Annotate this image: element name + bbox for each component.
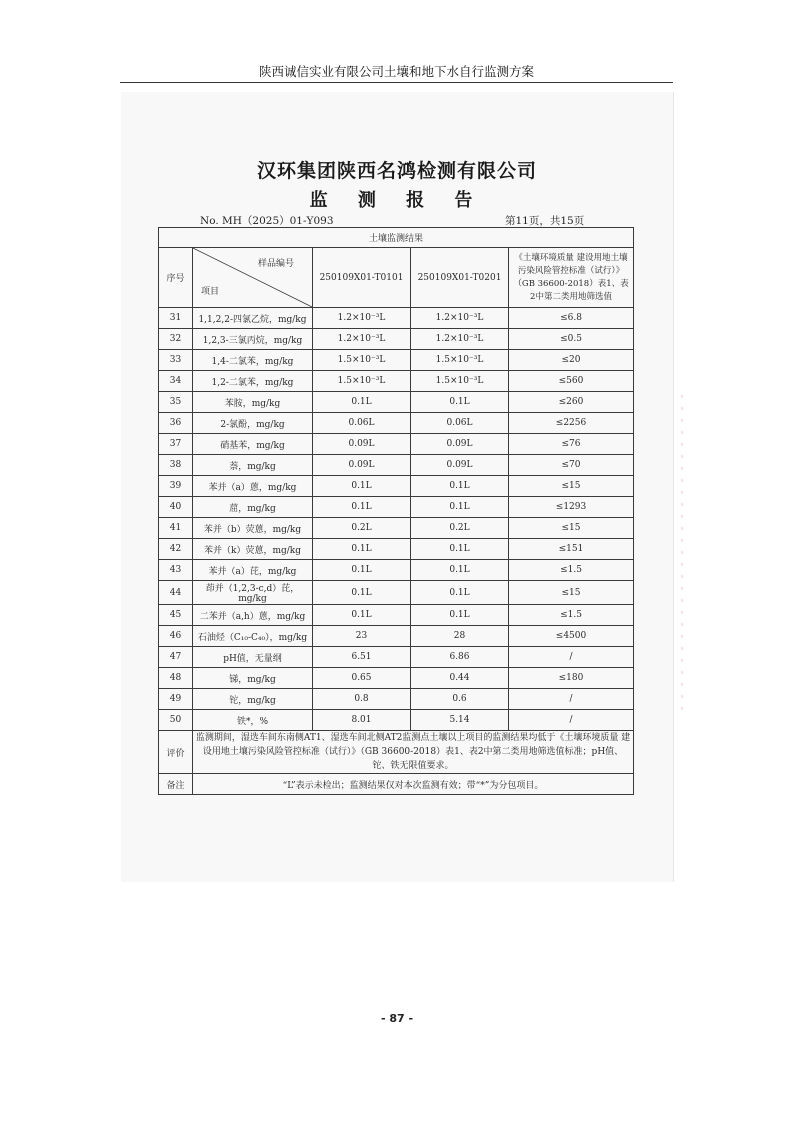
- row-sample-2-value: 1.5×10⁻³L: [411, 371, 509, 392]
- report-number: No. MH（2025）01-Y093: [200, 215, 334, 227]
- row-sample-1-value: 6.51: [313, 647, 411, 668]
- row-sample-1-value: 0.8: [313, 689, 411, 710]
- row-sample-2-value: 5.14: [411, 710, 509, 731]
- table-caption-row: [159, 228, 634, 248]
- row-limit: ≤1.5: [509, 560, 634, 581]
- row-sample-1-value: 1.5×10⁻³L: [313, 371, 411, 392]
- row-sample-2-value: 0.1L: [411, 560, 509, 581]
- table-row: [159, 647, 634, 668]
- table-row: [159, 581, 634, 605]
- row-item: 锑，mg/kg: [193, 668, 313, 689]
- row-item: 苯并（a）蒽，mg/kg: [193, 476, 313, 497]
- row-sample-2-value: 28: [411, 626, 509, 647]
- table-header-row: [159, 248, 634, 308]
- row-limit: ≤15: [509, 518, 634, 539]
- row-number: 50: [159, 710, 193, 731]
- row-sample-2-value: 0.09L: [411, 434, 509, 455]
- row-number: 35: [159, 392, 193, 413]
- page-header: 陕西诚信实业有限公司土壤和地下水自行监测方案: [258, 64, 534, 79]
- row-number: 40: [159, 497, 193, 518]
- diagonal-line: [193, 248, 312, 307]
- row-number: 43: [159, 560, 193, 581]
- row-sample-2-value: 0.06L: [411, 413, 509, 434]
- row-sample-2-value: 0.1L: [411, 605, 509, 626]
- row-number: 31: [159, 308, 193, 329]
- seam-stamp-mark: [676, 395, 688, 715]
- row-number: 38: [159, 455, 193, 476]
- row-item: 苯并（a）芘，mg/kg: [193, 560, 313, 581]
- table-row: [159, 497, 634, 518]
- table-row: [159, 308, 634, 329]
- row-number: 49: [159, 689, 193, 710]
- row-item: pH值，无量纲: [193, 647, 313, 668]
- remark-row: [159, 774, 634, 795]
- row-number: 42: [159, 539, 193, 560]
- remark-label: 备注: [159, 774, 193, 795]
- row-sample-2-value: 0.1L: [411, 392, 509, 413]
- row-sample-1-value: 23: [313, 626, 411, 647]
- row-limit: ≤15: [509, 476, 634, 497]
- row-sample-2-value: 1.5×10⁻³L: [411, 350, 509, 371]
- eval-text: 监测期间，湿选车间东南侧AT1、湿选车间北侧AT2监测点土壤以上项目的监测结果均低于《土壤环境质量 建设用地土壤污染风险管控标准（试行）》（GB 36600-2018）表1、表2中第二类用地筛选值标准；pH值、铊、铁无限值要求。: [193, 731, 634, 774]
- row-limit: ≤4500: [509, 626, 634, 647]
- row-sample-2-value: 0.09L: [411, 455, 509, 476]
- row-number: 45: [159, 605, 193, 626]
- row-item: 1,4-二氯苯，mg/kg: [193, 350, 313, 371]
- row-item: 苯并（b）荧蒽，mg/kg: [193, 518, 313, 539]
- row-item: 茚并（1,2,3-c,d）芘，mg/kg: [193, 581, 313, 605]
- row-item: 铊，mg/kg: [193, 689, 313, 710]
- row-limit: ≤560: [509, 371, 634, 392]
- table-row: [159, 455, 634, 476]
- sample-no-label: 样品编号: [257, 259, 294, 269]
- table-row: [159, 626, 634, 647]
- row-sample-1-value: 0.2L: [313, 518, 411, 539]
- row-item: 二苯并（a,h）蒽，mg/kg: [193, 605, 313, 626]
- header-rule: [120, 82, 673, 83]
- row-sample-2-value: 0.1L: [411, 581, 509, 605]
- row-sample-1-value: 0.09L: [313, 455, 411, 476]
- row-limit: ≤151: [509, 539, 634, 560]
- row-sample-1-value: 0.09L: [313, 434, 411, 455]
- eval-label: 评价: [159, 731, 193, 774]
- row-number: 34: [159, 371, 193, 392]
- row-sample-2-value: 1.2×10⁻³L: [411, 308, 509, 329]
- row-limit: ≤260: [509, 392, 634, 413]
- row-sample-1-value: 1.2×10⁻³L: [313, 329, 411, 350]
- row-sample-2-value: 0.2L: [411, 518, 509, 539]
- row-item: 铁*，%: [193, 710, 313, 731]
- table-row: [159, 371, 634, 392]
- row-item: 苯胺，mg/kg: [193, 392, 313, 413]
- row-item: 1,2,3-三氯丙烷，mg/kg: [193, 329, 313, 350]
- table-row: [159, 710, 634, 731]
- row-number: 46: [159, 626, 193, 647]
- row-item: 1,1,2,2-四氯乙烷，mg/kg: [193, 308, 313, 329]
- row-sample-2-value: 0.1L: [411, 476, 509, 497]
- row-number: 33: [159, 350, 193, 371]
- row-number: 44: [159, 581, 193, 605]
- row-sample-1-value: 0.1L: [313, 581, 411, 605]
- row-sample-1-value: 0.1L: [313, 392, 411, 413]
- row-item: 石油烃（C₁₀-C₄₀），mg/kg: [193, 626, 313, 647]
- row-item: 苯并（k）荧蒽，mg/kg: [193, 539, 313, 560]
- table-row: [159, 605, 634, 626]
- row-sample-2-value: 0.1L: [411, 497, 509, 518]
- row-limit: ≤180: [509, 668, 634, 689]
- row-sample-2-value: 0.6: [411, 689, 509, 710]
- row-item: 2-氯酚，mg/kg: [193, 413, 313, 434]
- row-limit: /: [509, 689, 634, 710]
- soil-monitoring-table: [158, 227, 634, 795]
- row-item: 1,2-二氯苯，mg/kg: [193, 371, 313, 392]
- row-sample-1-value: 0.06L: [313, 413, 411, 434]
- table-row: [159, 476, 634, 497]
- row-limit: ≤20: [509, 350, 634, 371]
- row-item: 萘，mg/kg: [193, 455, 313, 476]
- row-sample-1-value: 0.1L: [313, 560, 411, 581]
- evaluation-row: [159, 731, 634, 774]
- row-number: 39: [159, 476, 193, 497]
- report-title: 监 测 报 告: [309, 190, 485, 211]
- row-limit: /: [509, 710, 634, 731]
- company-name: 汉环集团陕西名鸿检测有限公司: [256, 160, 537, 182]
- row-limit: ≤1293: [509, 497, 634, 518]
- row-limit: ≤2256: [509, 413, 634, 434]
- row-item: 䓛，mg/kg: [193, 497, 313, 518]
- row-number: 36: [159, 413, 193, 434]
- row-sample-2-value: 1.2×10⁻³L: [411, 329, 509, 350]
- table-body: [159, 308, 634, 731]
- row-sample-1-value: 1.2×10⁻³L: [313, 308, 411, 329]
- table-row: [159, 668, 634, 689]
- table-row: [159, 560, 634, 581]
- row-sample-1-value: 0.1L: [313, 605, 411, 626]
- row-number: 48: [159, 668, 193, 689]
- sample-header-2: 250109X01-T0201: [411, 248, 509, 308]
- row-number: 32: [159, 329, 193, 350]
- row-sample-1-value: 0.65: [313, 668, 411, 689]
- row-sample-1-value: 0.1L: [313, 497, 411, 518]
- row-limit: ≤1.5: [509, 605, 634, 626]
- row-limit: ≤6.8: [509, 308, 634, 329]
- page-number: - 87 -: [380, 1012, 414, 1025]
- row-sample-2-value: 6.86: [411, 647, 509, 668]
- row-sample-1-value: 0.1L: [313, 476, 411, 497]
- table-row: [159, 413, 634, 434]
- table-row: [159, 392, 634, 413]
- row-limit: ≤15: [509, 581, 634, 605]
- table-row: [159, 329, 634, 350]
- table-row: [159, 539, 634, 560]
- remark-text: “L”表示未检出；监测结果仅对本次监测有效；带“*”为分包项目。: [193, 774, 634, 795]
- row-limit: /: [509, 647, 634, 668]
- table-row: [159, 689, 634, 710]
- seq-header: 序号: [159, 248, 193, 308]
- row-limit: ≤0.5: [509, 329, 634, 350]
- row-number: 41: [159, 518, 193, 539]
- report-page-info: 第11页，共15页: [505, 215, 585, 227]
- row-limit: ≤70: [509, 455, 634, 476]
- table-row: [159, 434, 634, 455]
- diagonal-header-cell: [193, 248, 313, 308]
- table-row: [159, 518, 634, 539]
- table-row: [159, 350, 634, 371]
- sample-header-1: 250109X01-T0101: [313, 248, 411, 308]
- row-item: 硝基苯，mg/kg: [193, 434, 313, 455]
- item-label: 项目: [201, 287, 220, 297]
- row-sample-1-value: 8.01: [313, 710, 411, 731]
- row-sample-1-value: 0.1L: [313, 539, 411, 560]
- standard-header: 《土壤环境质量 建设用地土壤污染风险管控标准（试行）》（GB 36600-2018）表1、表2中第二类用地筛选值: [509, 248, 634, 308]
- row-number: 37: [159, 434, 193, 455]
- row-number: 47: [159, 647, 193, 668]
- table-caption: 土壤监测结果: [159, 228, 634, 248]
- row-sample-2-value: 0.44: [411, 668, 509, 689]
- row-sample-1-value: 1.5×10⁻³L: [313, 350, 411, 371]
- row-limit: ≤76: [509, 434, 634, 455]
- row-sample-2-value: 0.1L: [411, 539, 509, 560]
